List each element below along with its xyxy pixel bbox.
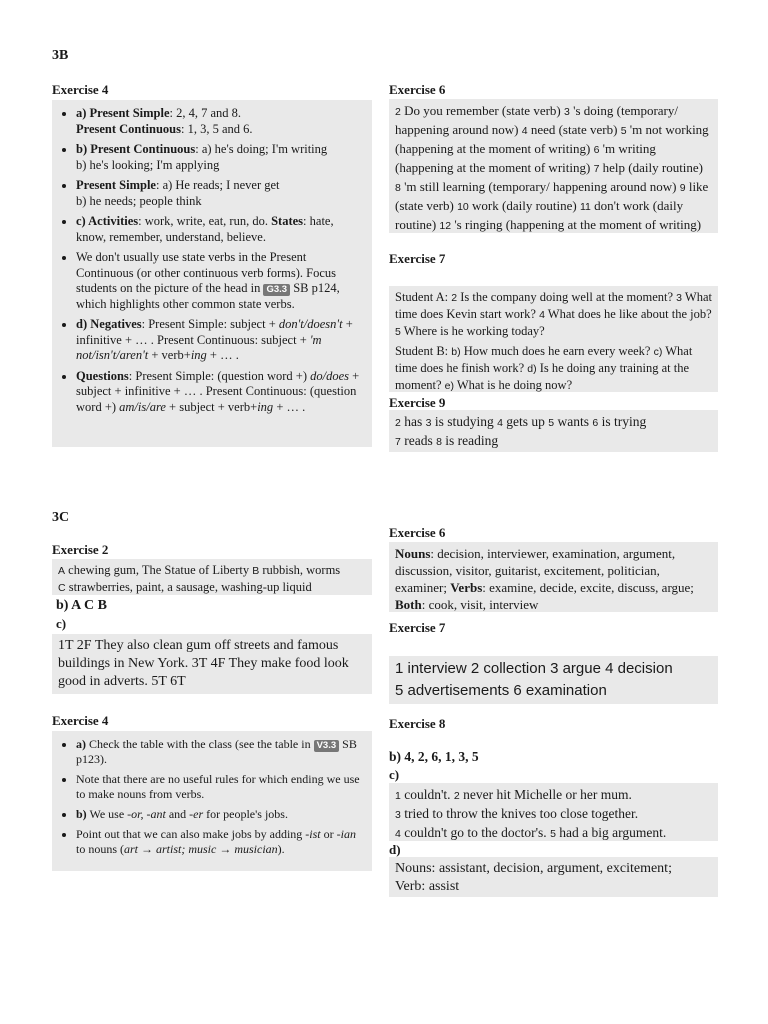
list-item: • Point out that we can also make jobs by adding -ist or -ian to nouns (art → artist; music → musician). bbox=[76, 827, 366, 857]
exercise-9-answer-box bbox=[389, 410, 718, 452]
list-item: • d) Negatives: Present Simple: subject + don't/doesn't + infinitive + … . Present Continuous: subject + 'm not/isn't/aren't + verb+ing + … . bbox=[76, 317, 366, 364]
exercise-6-answers: 2 Do you remember (state verb) 3 's doing (temporary/ happening around now) 4 need (state verb) 5 'm not working (happening at the moment of writing) 6 'm writing (happening at the moment of writing) 7 help (daily routine) 8 'm still learning (temporary/ happening around now) 9 like (state verb) 10 work (daily routine) 11 don't work (daily routine) 12 's ringing (happening at the moment of writing) bbox=[395, 103, 709, 232]
exercise-4-title: Exercise 4 bbox=[52, 713, 109, 728]
exercise-6-answer-box bbox=[389, 542, 718, 612]
exercise-7-answer-box bbox=[389, 286, 718, 392]
grammar-reference-badge: G3.3 bbox=[263, 284, 290, 296]
exercise-8d-line-2: Verb: assist bbox=[395, 879, 460, 894]
exercise-8d-label: d) bbox=[389, 842, 401, 857]
section-3c-heading: 3C bbox=[52, 510, 70, 525]
list-item: • Questions: Present Simple: (question word +) do/does + subject + infinitive + … . Present Continuous: (question word +) am/is/are + subject + verb+ing + … . bbox=[76, 369, 366, 416]
section-3b-heading: 3B bbox=[52, 48, 69, 63]
exercise-7-line-2: 5 advertisements 6 examination bbox=[395, 682, 607, 699]
exercise-4-title: Exercise 4 bbox=[52, 82, 109, 97]
exercise-8b-answer: b) 4, 2, 6, 1, 3, 5 bbox=[389, 749, 479, 764]
exercise-7-title: Exercise 7 bbox=[389, 251, 446, 266]
student-b-questions: Student B: b) How much does he earn every week? c) What time does he finish work? d) Is he doing any training at the moment? e) What is he doing now? bbox=[395, 344, 693, 392]
exercise-6-answers: Nouns: decision, interviewer, examination, argument, discussion, visitor, guitarist, excitement, politician, examiner; Verbs: examine, decide, excite, discuss, argue; Both: cook, visit, interview bbox=[395, 546, 694, 612]
exercise-4-list bbox=[58, 106, 366, 415]
list-item: • Present Simple: a) He reads; I never get b) he needs; people think bbox=[76, 178, 366, 209]
exercise-2a-answer-box bbox=[52, 559, 372, 595]
exercise-8c-answers: 1 couldn't. 2 never hit Michelle or her mum. 3 tried to throw the knives too close together. 4 couldn't go to the doctor's. 5 had a big argument. bbox=[395, 787, 667, 840]
exercise-7-answer-box bbox=[389, 656, 718, 704]
exercise-8c-label: c) bbox=[389, 767, 400, 782]
exercise-2b-answer: b) A C B bbox=[56, 598, 107, 613]
exercise-8-title: Exercise 8 bbox=[389, 716, 446, 731]
exercise-9-answers: 2 has 3 is studying 4 gets up 5 wants 6 is trying 7 reads 8 is reading bbox=[395, 414, 647, 448]
exercise-2c-answers: 1T 2F They also clean gum off streets and famous buildings in New York. 3T 4F They make food look good in adverts. 5T 6T bbox=[58, 638, 349, 689]
exercise-2c-label: c) bbox=[56, 616, 67, 631]
list-item: • c) Activities: work, write, eat, run, do. States: hate, know, remember, understand, believe. bbox=[76, 214, 366, 245]
exercise-7-title: Exercise 7 bbox=[389, 620, 446, 635]
exercise-8c-answer-box bbox=[389, 783, 718, 841]
list-item: • a) Present Simple: 2, 4, 7 and 8. Present Continuous: 1, 3, 5 and 6. bbox=[76, 106, 366, 137]
list-item: • b) We use -or, -ant and -er for people's jobs. bbox=[76, 807, 366, 822]
exercise-4-answer-box bbox=[52, 100, 372, 447]
exercise-2-title: Exercise 2 bbox=[52, 542, 109, 557]
exercise-8d-line-1: Nouns: assistant, decision, argument, excitement; bbox=[395, 861, 672, 876]
list-item: • Note that there are no useful rules for which ending we use to make nouns from verbs. bbox=[76, 772, 366, 802]
student-a-questions: Student A: 2 Is the company doing well at the moment? 3 What time does Kevin start work? 4 What does he like about the job? 5 Where is he working today? bbox=[395, 290, 712, 338]
vocabulary-reference-badge: V3.3 bbox=[314, 740, 340, 752]
exercise-8d-answer-box bbox=[389, 857, 718, 897]
exercise-4-list bbox=[58, 737, 366, 857]
exercise-2c-answer-box bbox=[52, 634, 372, 694]
exercise-6-answer-box bbox=[389, 99, 718, 233]
list-item: • a) Check the table with the class (see the table in V3.3 SB p123). bbox=[76, 737, 366, 767]
list-item: • We don't usually use state verbs in the Present Continuous (or other continuous verb forms). Focus students on the picture of the head in G3.3 SB p124, which highlights other common state verbs. bbox=[76, 250, 366, 312]
exercise-7-line-1: 1 interview 2 collection 3 argue 4 decision bbox=[395, 660, 673, 677]
exercise-2a-answers: A chewing gum, The Statue of Liberty B rubbish, worms C strawberries, paint, a sausage, washing-up liquid bbox=[58, 563, 341, 594]
exercise-6-title: Exercise 6 bbox=[389, 82, 446, 97]
list-item: • b) Present Continuous: a) he's doing; I'm writing b) he's looking; I'm applying bbox=[76, 142, 366, 173]
exercise-6-title: Exercise 6 bbox=[389, 525, 446, 540]
exercise-9-title: Exercise 9 bbox=[389, 395, 446, 410]
exercise-4-answer-box bbox=[52, 731, 372, 871]
